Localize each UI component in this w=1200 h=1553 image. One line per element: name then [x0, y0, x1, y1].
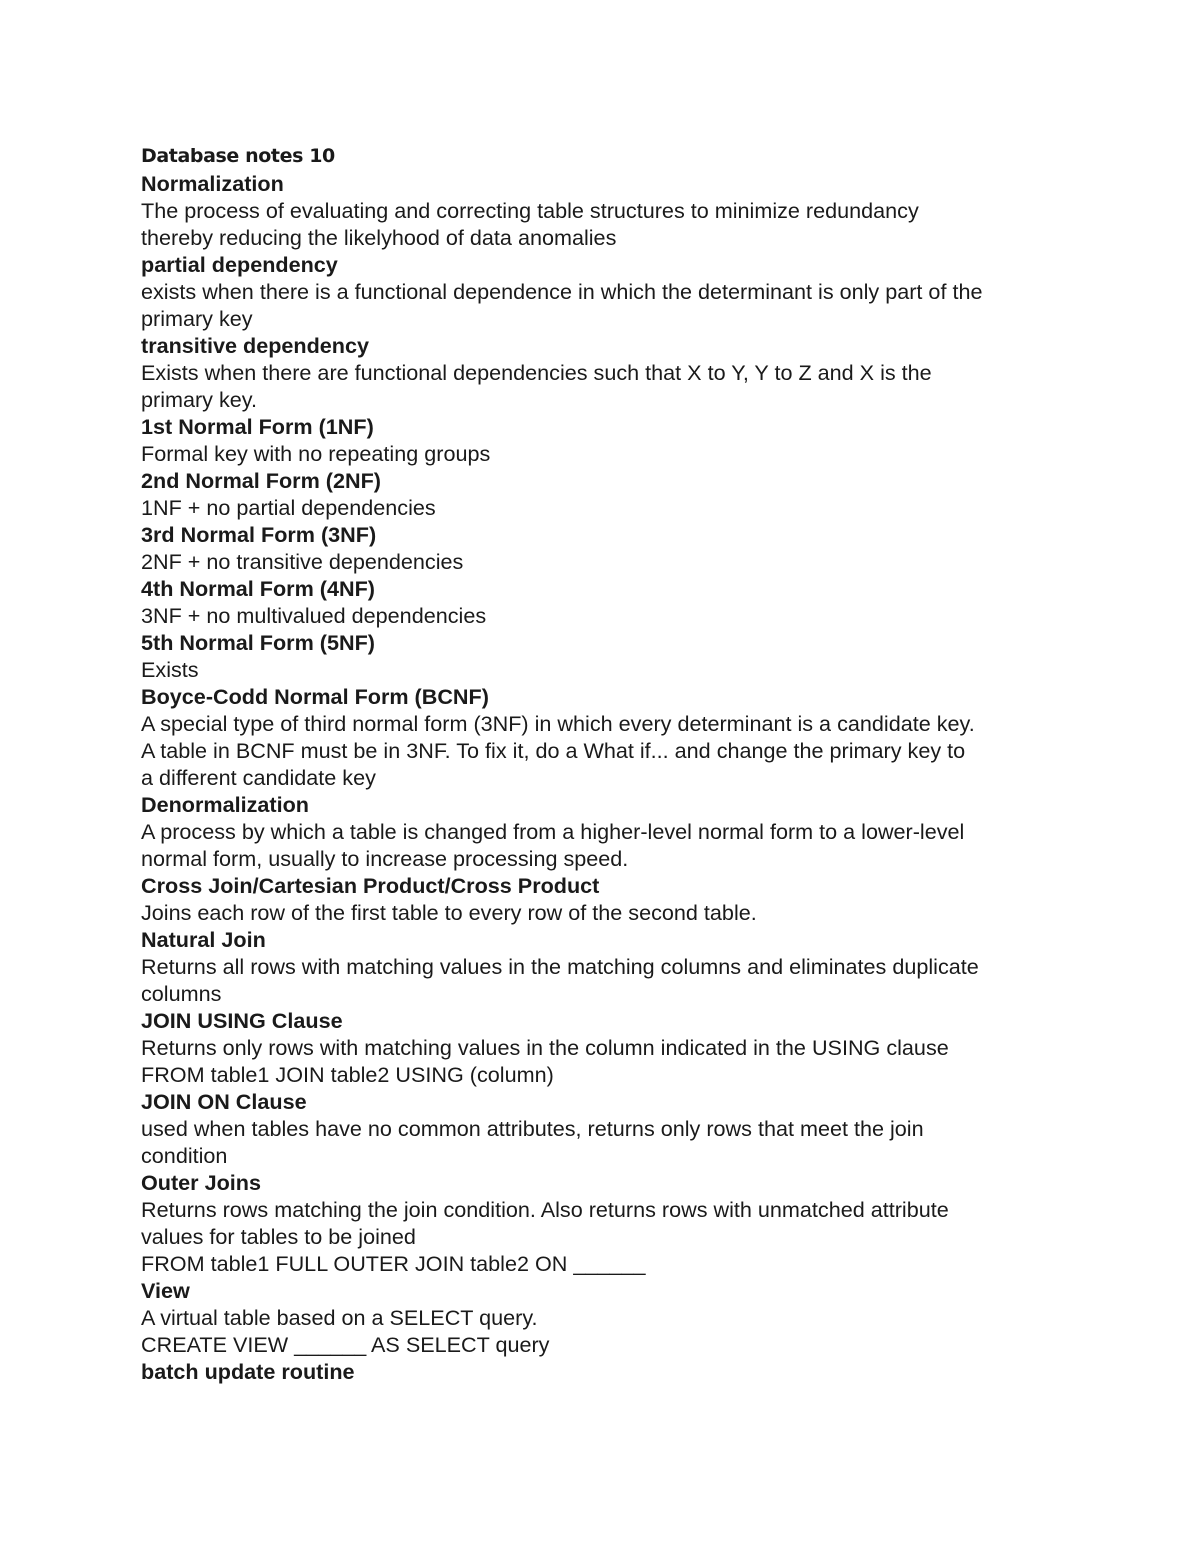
glossary-term: Boyce-Codd Normal Form (BCNF) — [141, 684, 489, 709]
glossary-term: Natural Join — [141, 927, 266, 952]
glossary-definition-line: 2NF + no transitive dependencies — [141, 549, 464, 574]
glossary-definition-line: normal form, usually to increase processing speed. — [141, 846, 629, 871]
glossary-entry — [141, 791, 1071, 872]
glossary-term: batch update routine — [141, 1359, 355, 1384]
glossary-definition-line: Formal key with no repeating groups — [141, 441, 491, 466]
glossary-entry — [141, 575, 1071, 629]
glossary-term: View — [141, 1278, 190, 1303]
glossary-definition-line: FROM table1 JOIN table2 USING (column) — [141, 1062, 554, 1087]
glossary-entry — [141, 683, 1071, 791]
glossary-definition-line: A process by which a table is changed from a higher-level normal form to a lower-level — [141, 819, 965, 844]
glossary-definition-line: Returns only rows with matching values in the column indicated in the USING clause — [141, 1035, 949, 1060]
glossary-term: 1st Normal Form (1NF) — [141, 414, 374, 439]
glossary-definition-line: thereby reducing the likelyhood of data anomalies — [141, 225, 617, 250]
glossary-entry — [141, 1169, 1071, 1277]
glossary-term: 4th Normal Form (4NF) — [141, 576, 375, 601]
glossary-definition-line: A table in BCNF must be in 3NF. To fix it, do a What if... and change the primary key to — [141, 738, 966, 763]
glossary-term: Denormalization — [141, 792, 309, 817]
glossary-entry — [141, 251, 1071, 332]
glossary-definition-line: The process of evaluating and correcting table structures to minimize redundancy — [141, 198, 919, 223]
glossary-entry — [141, 1007, 1071, 1088]
glossary-entry — [141, 1358, 1071, 1385]
glossary-entry — [141, 521, 1071, 575]
glossary-definition-line: A special type of third normal form (3NF) in which every determinant is a candidate key. — [141, 711, 975, 736]
document-content — [141, 142, 1071, 1385]
glossary-term: 2nd Normal Form (2NF) — [141, 468, 381, 493]
glossary-entry — [141, 332, 1071, 413]
glossary-term: transitive dependency — [141, 333, 370, 358]
glossary-term: Cross Join/Cartesian Product/Cross Product — [141, 873, 600, 898]
glossary-term: partial dependency — [141, 252, 338, 277]
glossary-definition-line: values for tables to be joined — [141, 1224, 416, 1249]
glossary-definition-line: Returns rows matching the join condition. Also returns rows with unmatched attribute — [141, 1197, 949, 1222]
glossary-definition-line: primary key. — [141, 387, 257, 412]
glossary-definition-line: CREATE VIEW ______ AS SELECT query — [141, 1332, 550, 1357]
glossary-definition-line: 3NF + no multivalued dependencies — [141, 603, 487, 628]
glossary-term: 3rd Normal Form (3NF) — [141, 522, 377, 547]
glossary-list — [141, 170, 1071, 1385]
glossary-definition-line: Exists — [141, 657, 199, 682]
glossary-entry — [141, 1088, 1071, 1169]
glossary-definition-line: used when tables have no common attributes, returns only rows that meet the join — [141, 1116, 924, 1141]
glossary-term: Outer Joins — [141, 1170, 261, 1195]
glossary-term: 5th Normal Form (5NF) — [141, 630, 375, 655]
glossary-term: JOIN ON Clause — [141, 1089, 307, 1114]
glossary-definition-line: Joins each row of the first table to every row of the second table. — [141, 900, 757, 925]
glossary-entry — [141, 872, 1071, 926]
glossary-definition-line: columns — [141, 981, 222, 1006]
glossary-term: JOIN USING Clause — [141, 1008, 343, 1033]
glossary-definition-line: A virtual table based on a SELECT query. — [141, 1305, 538, 1330]
glossary-entry — [141, 413, 1071, 467]
glossary-definition-line: a different candidate key — [141, 765, 376, 790]
glossary-definition-line: 1NF + no partial dependencies — [141, 495, 436, 520]
document-title: Database notes 10 — [141, 145, 335, 167]
glossary-term: Normalization — [141, 171, 284, 196]
glossary-definition-line: exists when there is a functional dependence in which the determinant is only part of the — [141, 279, 983, 304]
glossary-definition-line: Exists when there are functional dependencies such that X to Y, Y to Z and X is the — [141, 360, 932, 385]
glossary-entry — [141, 170, 1071, 251]
glossary-definition-line: FROM table1 FULL OUTER JOIN table2 ON ______ — [141, 1251, 646, 1276]
glossary-definition-line: Returns all rows with matching values in the matching columns and eliminates duplicate — [141, 954, 979, 979]
glossary-entry — [141, 467, 1071, 521]
glossary-entry — [141, 926, 1071, 1007]
glossary-definition-line: condition — [141, 1143, 228, 1168]
glossary-entry — [141, 629, 1071, 683]
glossary-entry — [141, 1277, 1071, 1358]
glossary-definition-line: primary key — [141, 306, 253, 331]
